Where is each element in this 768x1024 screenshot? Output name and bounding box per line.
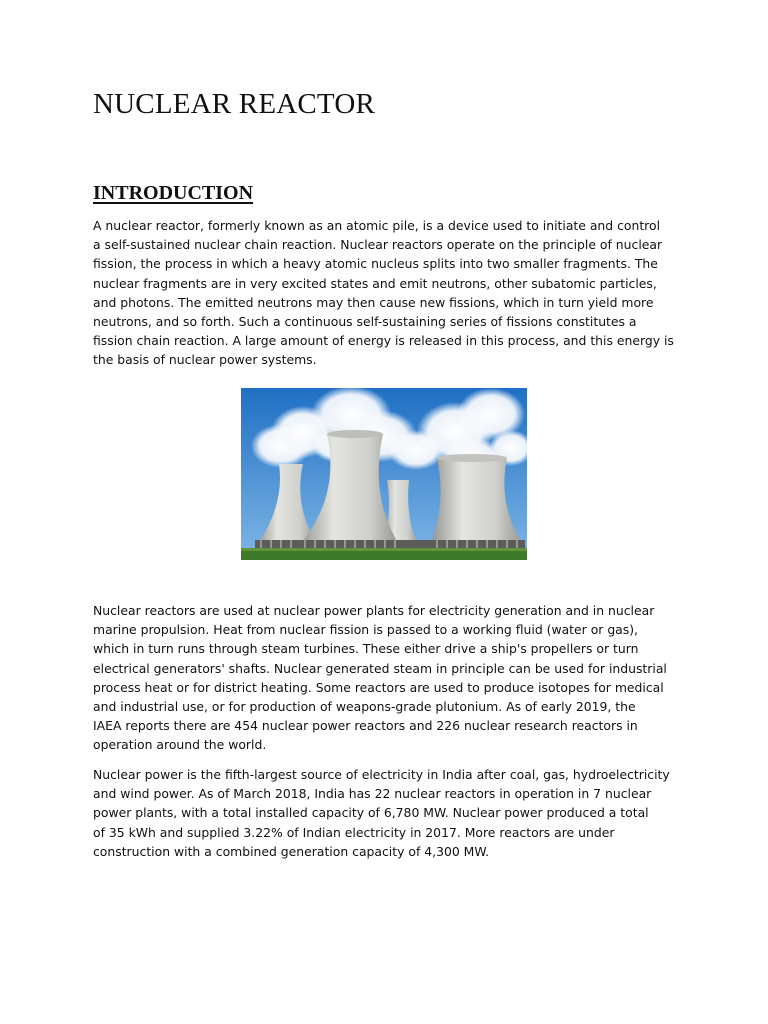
paragraph-india [93, 765, 678, 861]
paragraph-line: and photons. The emitted neutrons may then cause new fissions, which in turn yield more [93, 294, 654, 310]
cooling-towers-photo [241, 388, 527, 560]
paragraph-line: fission chain reaction. A large amount of energy is released in this process, and this energy is [93, 333, 674, 349]
paragraph-line: process heat or for district heating. Some reactors are used to produce isotopes for medical [93, 679, 664, 695]
paragraph-line: and wind power. As of March 2018, India has 22 nuclear reactors in operation in 7 nuclear [93, 786, 652, 802]
paragraph-line: nuclear fragments are in very excited states and emit neutrons, other subatomic particles, [93, 275, 657, 291]
paragraph-line: fission, the process in which a heavy atomic nucleus splits into two smaller fragments. The [93, 256, 658, 272]
paragraph-line: electrical generators' shafts. Nuclear generated steam in principle can be used for industrial [93, 660, 667, 676]
paragraph-line: A nuclear reactor, formerly known as an atomic pile, is a device used to initiate and control [93, 218, 661, 233]
paragraph-introduction [93, 216, 678, 370]
paragraph-line: and industrial use, or for production of weapons-grade plutonium. As of early 2019, the [93, 699, 636, 715]
section-heading-introduction: INTRODUCTION [93, 182, 254, 204]
paragraph-line: construction with a combined generation capacity of 4,300 MW. [93, 843, 490, 859]
paragraph-line: the basis of nuclear power systems. [93, 352, 317, 368]
paragraph-line: marine propulsion. Heat from nuclear fission is passed to a working fluid (water or gas), [93, 622, 638, 638]
paragraph-line: power plants, with a total installed capacity of 6,780 MW. Nuclear power produced a total [93, 805, 649, 821]
paragraph-applications [93, 601, 678, 755]
paragraph-line: Nuclear power is the fifth-largest source of electricity in India after coal, gas, hydroelectricity [93, 767, 670, 782]
paragraph-line: Nuclear reactors are used at nuclear power plants for electricity generation and in nuclear [93, 603, 655, 618]
paragraph-line: of 35 kWh and supplied 3.22% of Indian electricity in 2017. More reactors are under [93, 824, 615, 840]
paragraph-line: neutrons, and so forth. Such a continuous self-sustaining series of fissions constitutes a [93, 314, 637, 330]
document-title: NUCLEAR REACTOR [93, 88, 376, 120]
paragraph-line: a self-sustained nuclear chain reaction. Nuclear reactors operate on the principle of nuclear [93, 237, 663, 253]
paragraph-line: which in turn runs through steam turbines. These either drive a ship's propellers or turn [93, 641, 639, 657]
paragraph-line: IAEA reports there are 454 nuclear power reactors and 226 nuclear research reactors in [93, 718, 638, 734]
paragraph-line: operation around the world. [93, 737, 267, 753]
